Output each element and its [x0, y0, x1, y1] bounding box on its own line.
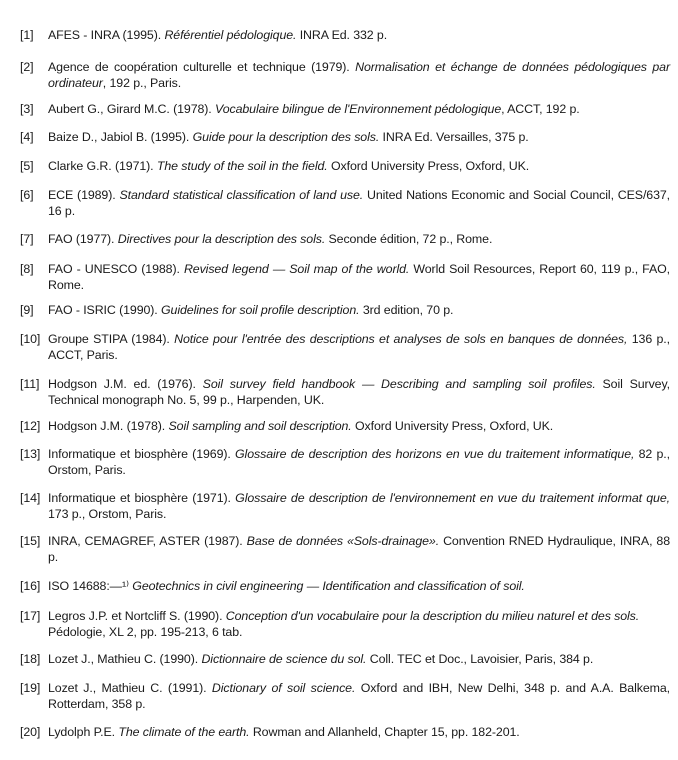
- reference-publisher: Oxford University Press, Oxford, UK.: [327, 159, 530, 173]
- reference-title: Standard statistical classification of land use.: [119, 188, 364, 202]
- reference-number: [9]: [20, 303, 34, 317]
- reference-publisher: 136 p., ACCT, Paris.: [48, 332, 670, 362]
- reference-number: [17]: [20, 609, 41, 623]
- reference-authors: FAO - UNESCO (1988).: [48, 262, 184, 276]
- reference-text: [48, 608, 670, 640]
- reference-publisher: Convention RNED Hydraulique, INRA, 88 p.: [48, 534, 671, 564]
- reference-title: Dictionnaire de science du sol.: [201, 652, 367, 666]
- reference-text: [48, 158, 670, 174]
- reference-text: [48, 331, 670, 363]
- reference-number: [7]: [20, 232, 34, 246]
- reference-publisher: INRA Ed. 332 p.: [296, 28, 388, 42]
- reference-number: [8]: [20, 262, 34, 276]
- reference-title: Base de données «Sols-drainage».: [246, 534, 440, 548]
- reference-publisher: Coll. TEC et Doc., Lavoisier, Paris, 384 p.: [366, 652, 594, 666]
- reference-number: [11]: [20, 377, 40, 391]
- reference-authors: Informatique et biosphère (1969).: [48, 447, 236, 461]
- reference-number: [1]: [20, 28, 34, 42]
- reference-text: [48, 490, 670, 522]
- reference-authors: ISO 14688:—¹⁾: [48, 579, 133, 593]
- reference-authors: Baize D., Jabiol B. (1995).: [48, 130, 193, 144]
- reference-publisher: , ACCT, 192 p.: [501, 102, 580, 116]
- reference-text: [48, 724, 670, 740]
- reference-title: Guide pour la description des sols.: [192, 130, 380, 144]
- reference-title: Directives pour la description des sols.: [117, 232, 326, 246]
- reference-title: Référentiel pédologique.: [164, 28, 297, 42]
- reference-title: Glossaire de description des horizons en vue du traitement informatique,: [235, 447, 635, 461]
- reference-publisher: Seconde édition, 72 p., Rome.: [325, 232, 493, 246]
- reference-text: [48, 231, 670, 247]
- reference-authors: AFES - INRA (1995).: [48, 28, 165, 42]
- reference-title: Normalisation et échange de données pédologiques par ordinateur: [48, 60, 670, 90]
- reference-authors: Agence de coopération culturelle et technique (1979).: [48, 60, 356, 74]
- reference-text: [48, 680, 670, 712]
- reference-text: [48, 261, 670, 293]
- reference-authors: INRA, CEMAGREF, ASTER (1987).: [48, 534, 247, 548]
- reference-title: Geotechnics in civil engineering — Identification and classification of soil.: [132, 579, 525, 593]
- reference-number: [5]: [20, 159, 34, 173]
- reference-title: Vocabulaire bilingue de l'Environnement pédologique: [214, 102, 502, 116]
- reference-publisher: INRA Ed. Versailles, 375 p.: [379, 130, 529, 144]
- reference-publisher: Oxford and IBH, New Delhi, 348 p. and A.A. Balkema, Rotterdam, 358 p.: [48, 681, 670, 711]
- reference-title: Glossaire de description de l'environnement en vue du traitement informat que,: [235, 491, 670, 505]
- reference-number: [2]: [20, 60, 34, 74]
- reference-number: [20]: [20, 725, 41, 739]
- reference-publisher: 173 p., Orstom, Paris.: [48, 507, 167, 521]
- reference-publisher: 82 p., Orstom, Paris.: [48, 447, 670, 477]
- reference-number: [3]: [20, 102, 34, 116]
- reference-text: [48, 651, 670, 667]
- reference-text: [48, 446, 670, 478]
- reference-authors: Clarke G.R. (1971).: [48, 159, 157, 173]
- reference-text: [48, 376, 670, 408]
- reference-text: [48, 533, 670, 565]
- reference-authors: FAO - ISRIC (1990).: [48, 303, 161, 317]
- reference-publisher: 3rd edition, 70 p.: [359, 303, 454, 317]
- reference-number: [4]: [20, 130, 34, 144]
- reference-text: [48, 302, 670, 318]
- reference-authors: Lydolph P.E.: [48, 725, 119, 739]
- reference-text: [48, 129, 670, 145]
- reference-number: [10]: [20, 332, 41, 346]
- reference-authors: Informatique et biosphère (1971).: [48, 491, 236, 505]
- reference-number: [16]: [20, 579, 41, 593]
- reference-text: [48, 59, 670, 91]
- reference-text: [48, 27, 670, 43]
- reference-text: [48, 101, 670, 117]
- reference-publisher: Oxford University Press, Oxford, UK.: [351, 419, 554, 433]
- reference-title: The climate of the earth.: [118, 725, 250, 739]
- reference-title: Revised legend — Soil map of the world.: [183, 262, 410, 276]
- reference-title: Dictionary of soil science.: [211, 681, 356, 695]
- reference-authors: FAO (1977).: [48, 232, 118, 246]
- reference-text: [48, 418, 670, 434]
- reference-title: The study of the soil in the field.: [156, 159, 328, 173]
- reference-publisher: Rowman and Allanheld, Chapter 15, pp. 182-201.: [249, 725, 520, 739]
- reference-publisher: United Nations Economic and Social Council, CES/637, 16 p.: [48, 188, 671, 218]
- reference-authors: Groupe STIPA (1984).: [48, 332, 175, 346]
- reference-authors: Lozet J., Mathieu C. (1990).: [48, 652, 202, 666]
- reference-number: [18]: [20, 652, 41, 666]
- reference-text: [48, 187, 670, 219]
- reference-title: Guidelines for soil profile description.: [161, 303, 360, 317]
- reference-title: Conception d'un vocabulaire pour la description du milieu naturel et des sols.: [225, 609, 640, 623]
- reference-authors: Aubert G., Girard M.C. (1978).: [48, 102, 215, 116]
- reference-title: Notice pour l'entrée des descriptions et analyses de sols en banques de données,: [174, 332, 628, 346]
- reference-number: [6]: [20, 188, 34, 202]
- reference-publisher: World Soil Resources, Report 60, 119 p., FAO, Rome.: [48, 262, 670, 292]
- reference-number: [13]: [20, 447, 41, 461]
- reference-number: [19]: [20, 681, 41, 695]
- reference-authors: Hodgson J.M. (1978).: [48, 419, 169, 433]
- reference-authors: Hodgson J.M. ed. (1976).: [48, 377, 203, 391]
- reference-publisher: Pédologie, XL 2, pp. 195-213, 6 tab.: [48, 625, 243, 639]
- reference-text: [48, 578, 670, 594]
- reference-number: [12]: [20, 419, 41, 433]
- reference-title: Soil sampling and soil description.: [168, 419, 352, 433]
- reference-authors: Legros J.P. et Nortcliff S. (1990).: [48, 609, 226, 623]
- reference-authors: Lozet J., Mathieu C. (1991).: [48, 681, 212, 695]
- reference-title: Soil survey field handbook — Describing and sampling soil profiles.: [202, 377, 596, 391]
- reference-publisher: Soil Survey, Technical monograph No. 5, 99 p., Harpenden, UK.: [48, 377, 670, 407]
- reference-number: [14]: [20, 491, 41, 505]
- reference-authors: ECE (1989).: [48, 188, 120, 202]
- reference-publisher: , 192 p., Paris.: [102, 76, 182, 90]
- reference-number: [15]: [20, 534, 41, 548]
